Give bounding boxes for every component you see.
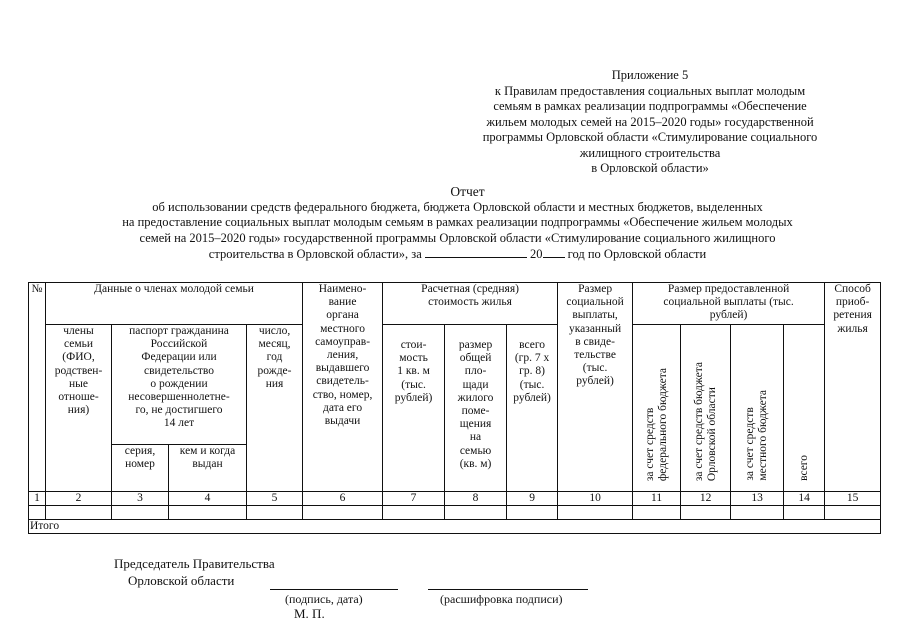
header-family-data: Данные о членах молодой семьи xyxy=(46,283,303,325)
header-passport: паспорт гражданина Российской Федерации или свидетельство о рождении несовершеннолетне- го, не достигшего 14 лет xyxy=(112,325,247,445)
column-number: 11 xyxy=(633,492,681,506)
report-period-year: 20 xyxy=(530,247,543,261)
header-local-budget xyxy=(731,325,784,492)
header-series-number: серия, номер xyxy=(112,445,169,492)
column-number: 9 xyxy=(507,492,558,506)
report-subtitle-line: об использовании средств федерального бюджета, бюджета Орловской области и местных бюджетов, выделенных xyxy=(152,199,763,214)
column-number: 3 xyxy=(112,492,169,506)
signer-region: Орловской области xyxy=(128,573,235,588)
total-row xyxy=(29,520,881,534)
column-number: 15 xyxy=(825,492,881,506)
table-cell[interactable] xyxy=(46,506,112,520)
appendix-line: в Орловской области» xyxy=(591,161,709,175)
report-title-block xyxy=(40,184,875,263)
header-issuing-body: Наимено- вание органа местного самоуправ- ления, выдавшего свидетель- ство, номер, дата его выдачи xyxy=(303,283,383,492)
column-number: 4 xyxy=(169,492,247,506)
header-regional-budget xyxy=(681,325,731,492)
header-payment-size: Размер социальной выплаты, указанный в свиде- тельстве (тыс. рублей) xyxy=(558,283,633,492)
appendix-line: жильем молодых семей на 2015–2020 годы» государственной xyxy=(486,114,814,129)
header-total-cost: всего (гр. 7 х гр. 8) (тыс. рублей) xyxy=(507,325,558,492)
table-cell[interactable] xyxy=(507,506,558,520)
column-number: 8 xyxy=(445,492,507,506)
report-period-line xyxy=(40,246,875,263)
appendix-line: жилищного строительства xyxy=(579,145,721,160)
stamp-placeholder: М. П. xyxy=(294,606,325,621)
total-row-label: Итого xyxy=(29,520,881,534)
signature-decoding-line[interactable] xyxy=(428,589,588,590)
table-cell[interactable] xyxy=(633,506,681,520)
table-cell[interactable] xyxy=(383,506,445,520)
header-acquisition-method: Способ приоб- ретения жилья xyxy=(825,283,881,492)
header-local-budget-text: за счет средств местного бюджета xyxy=(744,390,770,481)
header-total-payment xyxy=(784,325,825,492)
column-number: 13 xyxy=(731,492,784,506)
column-number: 12 xyxy=(681,492,731,506)
table-cell[interactable] xyxy=(29,506,46,520)
report-title: Отчет xyxy=(450,184,485,199)
header-family-members: члены семьи (ФИО, родствен- ные отноше- ния) xyxy=(46,325,112,492)
appendix-line: программы Орловской области «Стимулирование социального xyxy=(482,130,818,144)
decoding-caption: (расшифровка подписи) xyxy=(440,592,563,606)
report-period-suffix: год по Орловской области xyxy=(567,247,707,261)
header-birthdate: число, месяц, год рожде- ния xyxy=(247,325,303,492)
appendix-line: семьям в рамках реализации подпрограммы «Обеспечение xyxy=(493,99,807,113)
header-issued-by: кем и когда выдан xyxy=(169,445,247,492)
header-floor-area: размер общей пло- щади жилого поме- щения на семью (кв. м) xyxy=(445,325,507,492)
header-housing-cost: Расчетная (средняя) стоимость жилья xyxy=(383,283,558,325)
column-number-row xyxy=(29,492,881,506)
report-subtitle-line: семей на 2015–2020 годы» государственной программы Орловской области «Стимулирование социального жилищного xyxy=(139,230,776,245)
table-cell[interactable] xyxy=(303,506,383,520)
column-number: 7 xyxy=(383,492,445,506)
header-federal-budget-text: за счет средств федерального бюджета xyxy=(643,367,669,481)
table-cell[interactable] xyxy=(112,506,169,520)
column-number: 1 xyxy=(29,492,46,506)
report-period-prefix: строительства в Орловской области», за xyxy=(208,247,422,261)
signature-block xyxy=(114,555,275,589)
table-row xyxy=(29,506,881,520)
signer-position: Председатель Правительства xyxy=(114,556,275,571)
table-cell[interactable] xyxy=(558,506,633,520)
table-cell[interactable] xyxy=(169,506,247,520)
column-number: 10 xyxy=(558,492,633,506)
column-number: 2 xyxy=(46,492,112,506)
header-total-payment-text: всего xyxy=(797,454,810,481)
appendix-line: к Правилам предоставления социальных выплат молодым xyxy=(494,83,806,98)
header-number: № xyxy=(29,283,46,492)
signature-line[interactable] xyxy=(270,589,398,590)
header-cost-per-sqm: стои- мость 1 кв. м (тыс. рублей) xyxy=(383,325,445,492)
table-cell[interactable] xyxy=(247,506,303,520)
appendix-line: Приложение 5 xyxy=(611,68,689,82)
signature-caption: (подпись, дата) xyxy=(285,592,363,606)
appendix-header xyxy=(430,68,870,177)
year-blank[interactable] xyxy=(543,246,565,258)
table-cell[interactable] xyxy=(784,506,825,520)
header-provided-payment: Размер предоставленной социальной выплаты (тыс. рублей) xyxy=(633,283,825,325)
report-table xyxy=(28,282,881,534)
column-number: 14 xyxy=(784,492,825,506)
report-subtitle-line: на предоставление социальных выплат молодым семьям в рамках реализации подпрограммы «Обеспечение жильем молодых xyxy=(122,215,793,229)
table-cell[interactable] xyxy=(445,506,507,520)
table-cell[interactable] xyxy=(681,506,731,520)
period-blank[interactable] xyxy=(425,246,527,258)
column-number: 5 xyxy=(247,492,303,506)
header-regional-budget-text: за счет средств бюджета Орловской области xyxy=(692,361,718,481)
column-number: 6 xyxy=(303,492,383,506)
table-cell[interactable] xyxy=(731,506,784,520)
header-federal-budget xyxy=(633,325,681,492)
table-cell[interactable] xyxy=(825,506,881,520)
